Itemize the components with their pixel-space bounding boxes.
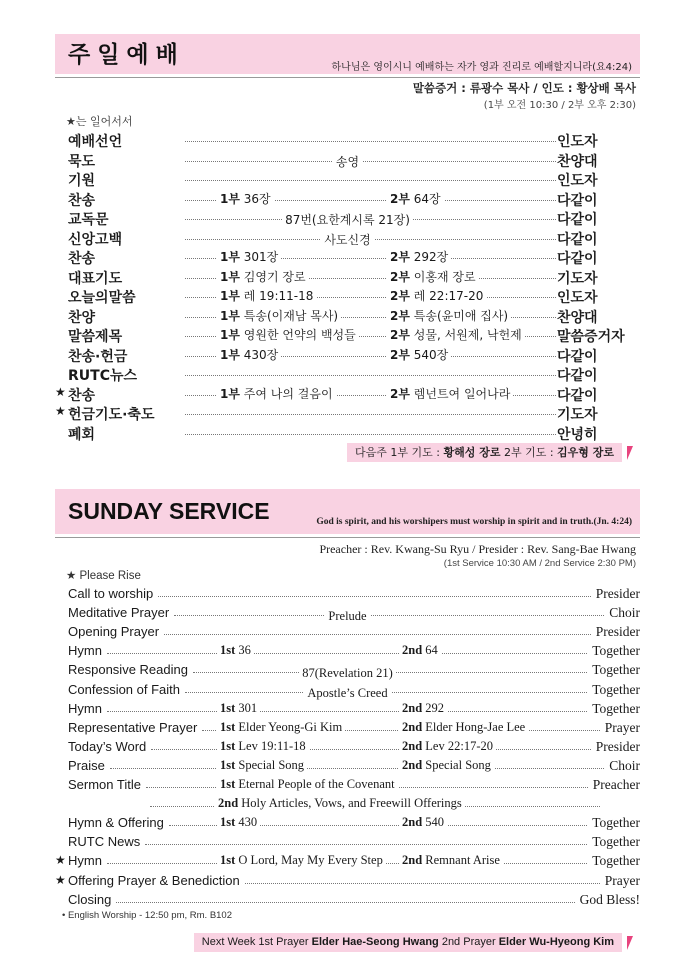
service-row (55, 701, 640, 720)
service-row (55, 248, 640, 267)
service-row (55, 346, 640, 365)
service-item-responsible: 다같이 (557, 385, 635, 405)
first-service-detail (217, 248, 281, 265)
service-item-label: 찬양 (68, 307, 180, 327)
dot-leader (164, 634, 591, 635)
first-service-detail (217, 758, 307, 773)
please-rise-star: ★ (55, 872, 66, 887)
service-item-label: Closing (68, 892, 114, 907)
service-item-label: Confession of Faith (68, 682, 183, 697)
service-row (55, 170, 640, 189)
dot-leader (185, 375, 580, 376)
service-item-label: 대표기도 (68, 268, 180, 288)
detail-text: 주여 나의 걸음이 (239, 386, 333, 401)
service-tag: 2부 (390, 250, 410, 264)
detail-text: Prelude (325, 609, 369, 623)
second-service-detail (387, 326, 525, 343)
detail-text: 301 (235, 700, 258, 715)
second-service-detail (399, 758, 494, 773)
service-item-responsible: 인도자 (557, 131, 635, 151)
detail-text: 송영 (333, 155, 362, 169)
first-service-detail (217, 346, 281, 363)
service-tag: 2부 (390, 308, 410, 323)
korean-service-times: (1부 오전 10:30 / 2부 오후 2:30) (483, 100, 636, 111)
service-item-label: Hymn (68, 853, 105, 868)
service-item-label: Offering Prayer & Benediction (68, 873, 243, 888)
service-item-detail (55, 209, 640, 228)
service-item-label: Hymn (68, 701, 105, 716)
service-tag: 1부 (220, 328, 240, 342)
second-service-detail (399, 739, 496, 754)
service-row (55, 424, 640, 443)
service-item-label: Representative Prayer (68, 720, 200, 735)
service-tag: 2부 (390, 269, 410, 284)
service-item-label: 신앙고백 (68, 229, 180, 249)
english-rise-note: ★ Please Rise (66, 570, 141, 582)
detail-text: 540 (422, 815, 445, 830)
service-tag: 1st (220, 738, 236, 753)
second-service-detail (399, 643, 441, 658)
dot-leader (107, 653, 587, 654)
service-item-responsible: 다같이 (557, 229, 635, 249)
service-item-detail (55, 682, 640, 701)
service-item-responsible: 다같이 (557, 190, 635, 210)
first-service-detail (217, 853, 386, 868)
service-item-responsible: 말씀증거자 (557, 326, 635, 346)
english-ministers: Preacher : Rev. Kwang-Su Ryu / Presider : Rev. Sang-Bae Hwang (319, 542, 636, 556)
service-tag: 2nd (402, 643, 423, 658)
first-service-detail (217, 777, 398, 792)
service-item-responsible: Presider (593, 586, 640, 602)
service-item-label: RUTC News (68, 834, 143, 849)
korean-next-week-prayer (347, 443, 622, 462)
english-title: SUNDAY SERVICE (68, 498, 270, 524)
service-item-responsible: Together (589, 834, 640, 850)
service-item-detail (55, 605, 640, 624)
service-item-label: Hymn & Offering (68, 815, 167, 830)
service-row (55, 287, 640, 306)
next-week-prayer2: Elder Wu-Hyeong Kim (498, 936, 614, 948)
first-service-detail (217, 385, 336, 402)
service-item-responsible: 다같이 (557, 248, 635, 268)
next-week-prayer2: 김우형 장로 (557, 446, 614, 459)
detail-text: Special Song (235, 757, 305, 772)
service-tag: 2nd (402, 738, 423, 753)
detail-text: 540장 (409, 347, 449, 362)
service-item-label: Call to worship (68, 586, 156, 601)
please-rise-star: ★ (55, 853, 66, 868)
detail-text: 64장 (409, 191, 441, 206)
service-row (55, 131, 640, 150)
service-tag: 1부 (220, 250, 240, 264)
next-week-label2: 2nd Prayer (438, 936, 499, 948)
service-tag: 2부 (390, 289, 410, 303)
service-tag: 2부 (390, 191, 410, 206)
first-service-detail (217, 739, 309, 754)
service-row (55, 268, 640, 287)
service-tag: 2nd (402, 853, 423, 868)
korean-rule (55, 77, 640, 78)
service-item-label: 기원 (68, 170, 180, 190)
detail-text: 레 19:11-18 (239, 289, 314, 303)
service-tag: 2부 (390, 328, 410, 342)
detail-text: 사도신경 (321, 233, 373, 247)
detail-text: 430장 (239, 347, 279, 362)
service-item-detail (55, 662, 640, 681)
service-item-responsible: Choir (606, 605, 640, 621)
service-item-responsible: Together (589, 701, 640, 717)
service-row (55, 209, 640, 228)
second-service-detail (399, 815, 447, 830)
detail-text: Eternal People of the Covenant (235, 777, 395, 791)
service-item-label: Praise (68, 758, 108, 773)
service-item-responsible: Preacher (590, 777, 640, 793)
detail-text: Remnant Arise (422, 853, 500, 868)
second-service-detail (387, 268, 479, 285)
service-tag: 2nd (402, 719, 423, 734)
next-week-label2: 2부 기도 : (500, 446, 558, 459)
service-item-label: 찬송 (68, 385, 180, 405)
first-service-detail (217, 307, 341, 324)
detail-text: 64 (422, 643, 438, 658)
service-item-detail (55, 151, 640, 170)
service-row (55, 815, 640, 834)
service-row (55, 662, 640, 681)
service-tag: 1st (220, 777, 236, 791)
first-service-detail (215, 796, 465, 811)
english-rule (55, 537, 640, 538)
service-row (55, 586, 640, 605)
service-item-responsible: Choir (606, 758, 640, 774)
first-service-detail (217, 701, 260, 716)
service-item-label: Today’s Word (68, 739, 149, 754)
second-service-detail (399, 701, 447, 716)
service-row (55, 404, 640, 423)
second-service-detail (399, 853, 503, 868)
first-service-detail (217, 190, 274, 207)
detail-text: 87번(요한계시록 21장) (282, 213, 413, 227)
english-flag-marker (627, 936, 633, 950)
korean-rise-note: ★는 일어서서 (66, 115, 133, 128)
dot-leader (185, 141, 580, 142)
second-service-detail (387, 190, 444, 207)
korean-ministers: 말씀증거 : 류광수 목사 / 인도 : 황상배 목사 (412, 81, 636, 95)
service-tag: 1부 (220, 269, 240, 284)
korean-verse: 하나님은 영이시니 예배하는 자가 영과 진리로 예배할지니라(요4:24) (331, 62, 632, 73)
service-tag: 1st (220, 757, 236, 772)
service-item-responsible: 찬양대 (557, 151, 635, 171)
service-item-responsible: 안녕히 (557, 424, 635, 444)
dot-leader (158, 596, 591, 597)
dot-leader (185, 434, 580, 435)
first-service-detail (217, 326, 359, 343)
next-week-prayer1: Elder Hae-Seong Hwang (311, 936, 439, 948)
dot-leader (185, 180, 580, 181)
service-tag: 1st (220, 643, 236, 658)
service-item-responsible: Prayer (602, 720, 640, 736)
dot-leader (110, 768, 604, 769)
service-item-responsible: 기도자 (557, 268, 635, 288)
detail-text: 87(Revelation 21) (299, 666, 396, 680)
service-tag: 1부 (220, 191, 240, 206)
first-service-detail (217, 287, 316, 304)
service-row (55, 682, 640, 701)
service-item-label: 찬송·헌금 (68, 346, 180, 366)
service-item-label: Meditative Prayer (68, 605, 172, 620)
service-tag: 1부 (220, 386, 240, 401)
dot-leader (185, 414, 580, 415)
service-item-responsible: 다같이 (557, 209, 635, 229)
service-tag: 2nd (402, 815, 423, 830)
service-item-responsible: Prayer (602, 873, 640, 889)
dot-leader (245, 883, 600, 884)
detail-text: 렘넌트여 일어나라 (409, 386, 511, 401)
service-item-label: 헌금기도·축도 (68, 404, 180, 424)
service-tag: 1부 (220, 308, 240, 323)
korean-flag-marker (627, 446, 633, 460)
dot-leader (145, 844, 587, 845)
service-row (55, 229, 640, 248)
service-item-responsible: 다같이 (557, 346, 635, 366)
second-service-detail (387, 307, 511, 324)
service-tag: 2nd (402, 757, 423, 772)
detail-text: 이홍재 장로 (409, 269, 476, 284)
next-week-label: Next Week 1st Prayer (201, 936, 312, 948)
detail-text: 영원한 언약의 백성들 (239, 328, 356, 342)
service-tag: 1부 (220, 347, 240, 362)
service-item-responsible: Together (589, 643, 640, 659)
first-service-detail (217, 643, 254, 658)
detail-text: Elder Yeong-Gi Kim (235, 719, 343, 734)
please-rise-star: ★ (55, 384, 66, 399)
service-item-label: 묵도 (68, 151, 180, 171)
please-rise-star: ★ (55, 404, 66, 418)
detail-text: 292장 (409, 250, 449, 264)
service-item-responsible: Together (589, 662, 640, 678)
service-tag: 1st (220, 815, 236, 830)
detail-text: 특송(윤미애 집사) (409, 308, 509, 323)
detail-text: Lev 19:11-18 (235, 738, 306, 753)
service-row (55, 307, 640, 326)
detail-text: O Lord, May My Every Step (235, 853, 383, 868)
service-item-responsible: Presider (593, 624, 640, 640)
second-service-detail (387, 248, 451, 265)
second-service-detail (387, 287, 486, 304)
service-item-responsible: 찬양대 (557, 307, 635, 327)
english-service-times: (1st Service 10:30 AM / 2nd Service 2:30 PM) (443, 558, 636, 569)
service-tag: 1st (220, 719, 236, 734)
service-item-responsible: Presider (593, 739, 640, 755)
service-tag: 2부 (390, 347, 410, 362)
service-row (55, 151, 640, 170)
service-row (55, 605, 640, 624)
detail-text: Apostle’s Creed (304, 686, 390, 700)
service-row (55, 892, 640, 911)
service-row (55, 758, 640, 777)
service-tag: 2부 (390, 386, 410, 401)
first-service-detail (217, 268, 309, 285)
service-tag: 1st (220, 853, 236, 868)
service-row (55, 365, 640, 384)
dot-leader (107, 711, 587, 712)
second-service-detail (399, 720, 528, 735)
service-row (55, 326, 640, 345)
detail-text: 301장 (239, 250, 279, 264)
service-item-label: 오늘의말씀 (68, 287, 180, 307)
service-item-label: RUTC뉴스 (68, 365, 180, 385)
service-row (55, 834, 640, 853)
service-item-responsible: Together (589, 815, 640, 831)
second-service-detail (387, 385, 513, 402)
detail-text: 292 (422, 700, 445, 715)
service-item-label: 폐회 (68, 424, 180, 444)
detail-text: 레 22:17-20 (409, 289, 484, 303)
second-service-detail (387, 346, 451, 363)
service-item-responsible: God Bless! (577, 892, 640, 908)
service-row (55, 777, 640, 796)
detail-text: 김영기 장로 (239, 269, 306, 284)
service-item-label: Responsive Reading (68, 662, 191, 677)
service-item-detail (55, 229, 640, 248)
detail-text: Lev 22:17-20 (422, 738, 493, 753)
service-item-label: 예배선언 (68, 131, 180, 151)
detail-text: 성물, 서원제, 낙헌제 (409, 328, 522, 342)
service-item-label: 찬송 (68, 190, 180, 210)
service-item-label: Opening Prayer (68, 624, 162, 639)
service-tag: 1st (220, 700, 236, 715)
service-item-label: Sermon Title (68, 777, 144, 792)
detail-text: Holy Articles, Vows, and Freewill Offerings (238, 796, 462, 811)
service-row (55, 190, 640, 209)
service-tag: 1부 (220, 289, 240, 303)
service-item-responsible: 인도자 (557, 170, 635, 190)
first-service-detail (217, 815, 260, 830)
service-tag: 2nd (402, 700, 423, 715)
service-row (55, 796, 640, 815)
korean-title: 주일예배 (68, 42, 185, 68)
service-row (55, 739, 640, 758)
service-row (55, 720, 640, 739)
detail-text: 36장 (239, 191, 271, 206)
service-row (55, 385, 640, 404)
service-row (55, 643, 640, 662)
detail-text: 특송(이재남 목사) (239, 308, 339, 323)
detail-text: 36 (235, 643, 251, 658)
english-next-week-prayer (194, 933, 622, 952)
detail-text: 430 (235, 815, 258, 830)
detail-text: Elder Hong-Jae Lee (422, 719, 526, 734)
next-week-prayer1: 황해성 장로 (443, 446, 501, 459)
service-item-responsible: 기도자 (557, 404, 635, 424)
dot-leader (116, 902, 575, 903)
service-item-label: 교독문 (68, 209, 180, 229)
service-item-responsible: 다같이 (557, 365, 635, 385)
service-item-label: Hymn (68, 643, 105, 658)
next-week-label: 다음주 1부 기도 : (355, 446, 444, 459)
english-verse: God is spirit, and his worshipers must worship in spirit and in truth.(Jn. 4:24) (316, 517, 632, 527)
service-row (55, 624, 640, 643)
first-service-detail (217, 720, 345, 735)
service-row (55, 873, 640, 892)
service-item-label: 찬송 (68, 248, 180, 268)
service-tag: 2nd (218, 796, 239, 811)
service-item-responsible: Together (589, 853, 640, 869)
service-row (55, 853, 640, 872)
detail-text: Special Song (422, 757, 491, 772)
service-item-label: 말씀제목 (68, 326, 180, 346)
service-item-responsible: Together (589, 682, 640, 698)
service-item-responsible: 인도자 (557, 287, 635, 307)
english-worship-note: • English Worship - 12:50 pm, Rm. B102 (62, 910, 233, 921)
